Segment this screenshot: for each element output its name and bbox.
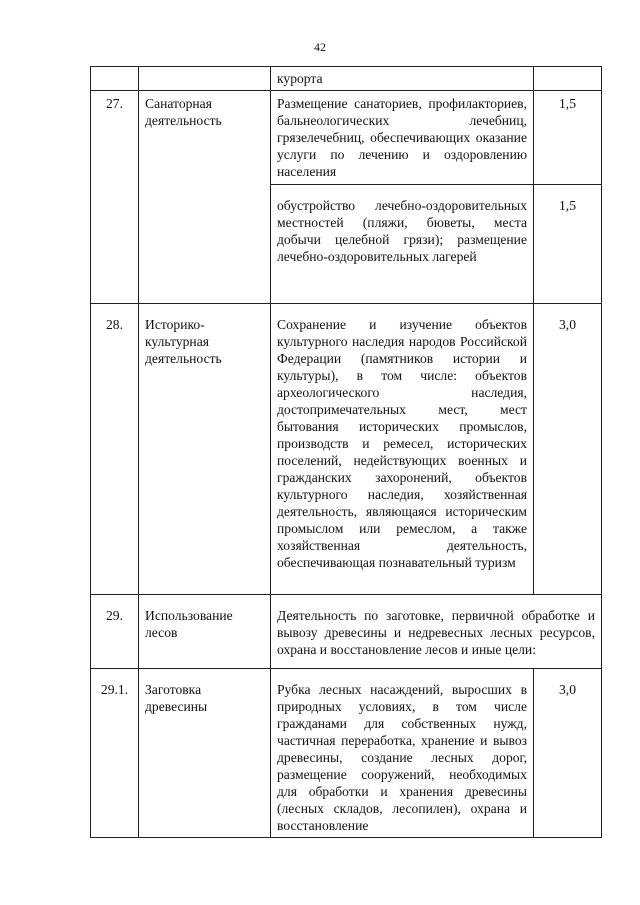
row-number: 29.1. [91,669,139,838]
table-row [91,669,602,838]
row-number: 29. [91,595,139,669]
activity-name: Заготовка древесины [139,669,271,838]
activity-description: курорта [271,67,534,91]
activity-description: обустройство лечебно-оздоровительных местностей (пляжи, бюветы, места добычи целебной грязи); размещение лечебно-оздоровительных лагерей [271,185,534,304]
land-use-table [90,66,602,838]
table-row [91,91,602,185]
coefficient [534,67,602,91]
row-number [91,67,139,91]
coefficient: 1,5 [534,91,602,185]
activity-description: Размещение санаториев, профилакториев, бальнеологических лечебниц, грязелечебниц, обеспечивающих оказание услуги по лечению и оздоровлению населения [271,91,534,185]
table-row [91,304,602,595]
activity-name: Санаторная деятельность [139,91,271,304]
row-number: 27. [91,91,139,304]
activity-description: Рубка лесных насаждений, выросших в природных условиях, в том числе гражданами для собственных нужд, частичная переработка, хранение и вывоз древесины, создание лесных дорог, размещение сооружений, необходимых для обработки и хранения древесины (лесных складов, лесопилен), охрана и восстановление [271,669,534,838]
coefficient: 3,0 [534,304,602,595]
activity-name: Историко-культурная деятельность [139,304,271,595]
activity-description: Деятельность по заготовке, первичной обработке и вывозу древесины и недревесных лесных ресурсов, охрана и восстановление лесов и иные цели: [271,595,602,669]
activity-description: Сохранение и изучение объектов культурного наследия народов Российской Федерации (памятников истории и культуры), в том числе: объектов археологического наследия, достопримечательных мест, мест бытования исторических промыслов, производств и ремесел, исторических поселений, недействующих военных и гражданских захоронений, объектов культурного наследия, хозяйственная деятельность, являющаяся историческим промыслом или ремеслом, а также хозяйственная деятельность, обеспечивающая познавательный туризм [271,304,534,595]
page-number: 42 [314,40,326,54]
activity-name: Использование лесов [139,595,271,669]
table-row [91,67,602,91]
activity-name [139,67,271,91]
row-number: 28. [91,304,139,595]
coefficient: 1,5 [534,185,602,304]
table-row [91,595,602,669]
coefficient: 3,0 [534,669,602,838]
